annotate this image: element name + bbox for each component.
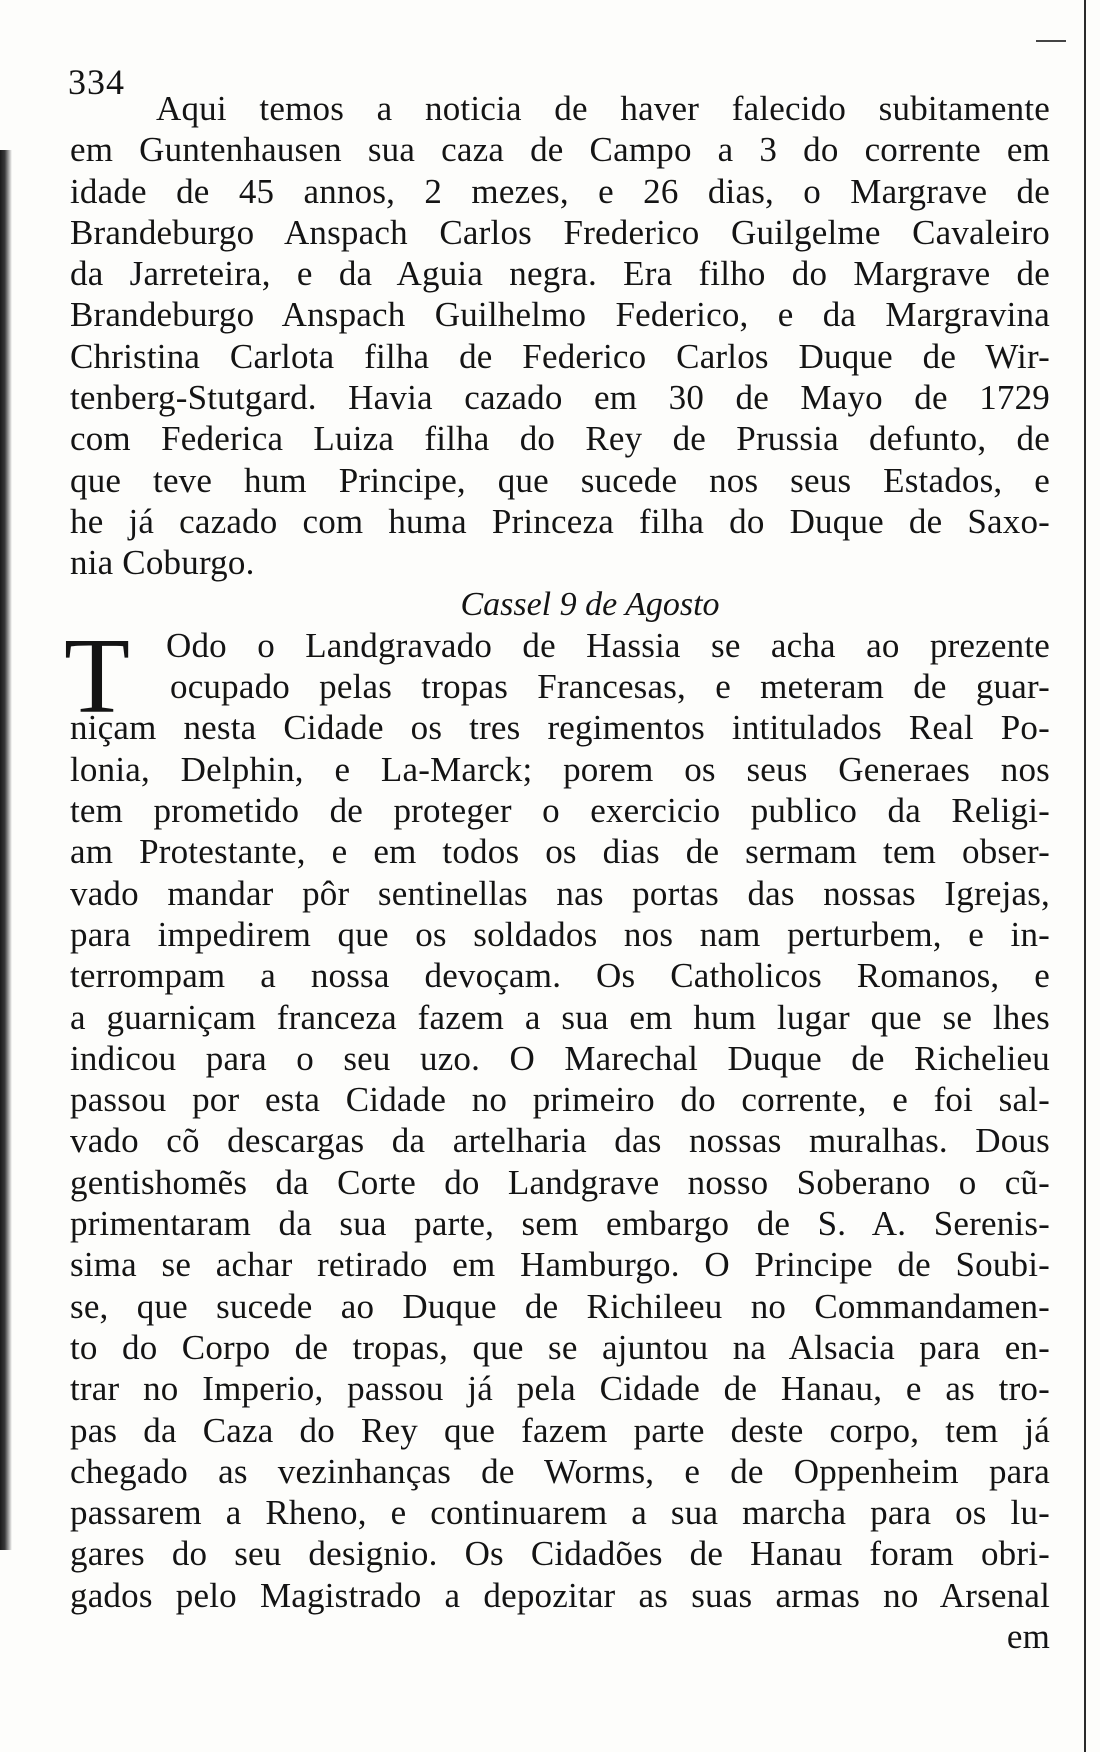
text-line: am Protestante, e em todos os dias de sermam tem obser-: [70, 832, 1050, 872]
page-number: 334: [68, 62, 125, 102]
text-line: gares do seu designio. Os Cidadões de Hanau foram obri-: [70, 1534, 1050, 1574]
text-line: pas da Caza do Rey que fazem parte deste corpo, tem já: [70, 1410, 1050, 1450]
text-line: idade de 45 annos, 2 mezes, e 26 dias, o Margrave de: [70, 171, 1050, 211]
text-line: Christina Carlota filha de Federico Carlos Duque de Wir-: [70, 336, 1050, 376]
page-edge-line: [1084, 0, 1086, 1752]
text-block: [64, 88, 1050, 1657]
text-line: Odo o Landgravado de Hassia se acha ao prezente: [166, 625, 1050, 665]
paragraph-2: [64, 616, 1050, 1657]
corner-mark: [1036, 40, 1066, 42]
text-line: Aqui temos a noticia de haver falecido subitamente: [156, 89, 1050, 128]
text-line: em Guntenhausen sua caza de Campo a 3 do corrente em: [70, 130, 1050, 170]
text-line: indicou para o seu uzo. O Marechal Duque de Richelieu: [70, 1038, 1050, 1078]
text-line: passou por esta Cidade no primeiro do corrente, e foi sal-: [70, 1080, 1050, 1120]
text-line: terrompam a nossa devoçam. Os Catholicos Romanos, e: [70, 956, 1050, 996]
text-line: to do Corpo de tropas, que se ajuntou na Alsacia para en-: [70, 1327, 1050, 1367]
text-line: gentishomẽs da Corte do Landgrave nosso Soberano o cũ-: [70, 1162, 1050, 1202]
binding-shadow: [0, 150, 12, 1550]
text-line: chegado as vezinhanças de Worms, e de Oppenheim para: [70, 1451, 1050, 1491]
text-line: ocupado pelas tropas Francesas, e meteram de guar-: [170, 667, 1050, 707]
text-line: vado cõ descargas da artelharia das nossas muralhas. Dous: [70, 1121, 1050, 1161]
drop-cap: T: [64, 616, 130, 736]
text-line: he já cazado com huma Princeza filha do Duque de Saxo-: [70, 501, 1050, 541]
text-line: gados pelo Magistrado a depozitar as suas armas no Arsenal: [70, 1575, 1050, 1615]
catchword: em: [1006, 1616, 1050, 1656]
text-line: nia Coburgo.: [70, 543, 255, 583]
text-line: tem prometido de proteger o exercicio publico da Religi-: [70, 791, 1050, 831]
text-line: passarem a Rheno, e continuarem a sua marcha para os lu-: [70, 1493, 1050, 1533]
text-line: niçam nesta Cidade os tres regimentos intitulados Real Po-: [70, 708, 1050, 748]
text-line: primentaram da sua parte, sem embargo de S. A. Serenis-: [70, 1204, 1050, 1244]
paragraph-1: [70, 88, 1050, 584]
text-line: que teve hum Principe, que sucede nos seus Estados, e: [70, 460, 1050, 500]
text-line: tenberg-Stutgard. Havia cazado em 30 de Mayo de 1729: [70, 378, 1050, 418]
text-line: a guarniçam franceza fazem a sua em hum lugar que se lhes: [70, 997, 1050, 1037]
text-line: lonia, Delphin, e La-Marck; porem os seus Generaes nos: [70, 749, 1050, 789]
text-line: sima se achar retirado em Hamburgo. O Principe de Soubi-: [70, 1245, 1050, 1285]
section-heading: Cassel 9 de Agosto: [460, 585, 720, 623]
text-line: com Federica Luiza filha do Rey de Prussia defunto, de: [70, 419, 1050, 459]
text-line: trar no Imperio, passou já pela Cidade de Hanau, e as tro-: [70, 1369, 1050, 1409]
text-line: para impedirem que os soldados nos nam perturbem, e in-: [70, 914, 1050, 954]
text-line: se, que sucede ao Duque de Richileeu no Commandamen-: [70, 1286, 1050, 1326]
text-line: Brandeburgo Anspach Guilhelmo Federico, e da Margravina: [70, 295, 1050, 335]
text-line: Brandeburgo Anspach Carlos Frederico Guilgelme Cavaleiro: [70, 212, 1050, 252]
text-line: da Jarreteira, e da Aguia negra. Era filho do Margrave de: [70, 254, 1050, 294]
text-line: vado mandar pôr sentinellas nas portas das nossas Igrejas,: [70, 873, 1050, 913]
